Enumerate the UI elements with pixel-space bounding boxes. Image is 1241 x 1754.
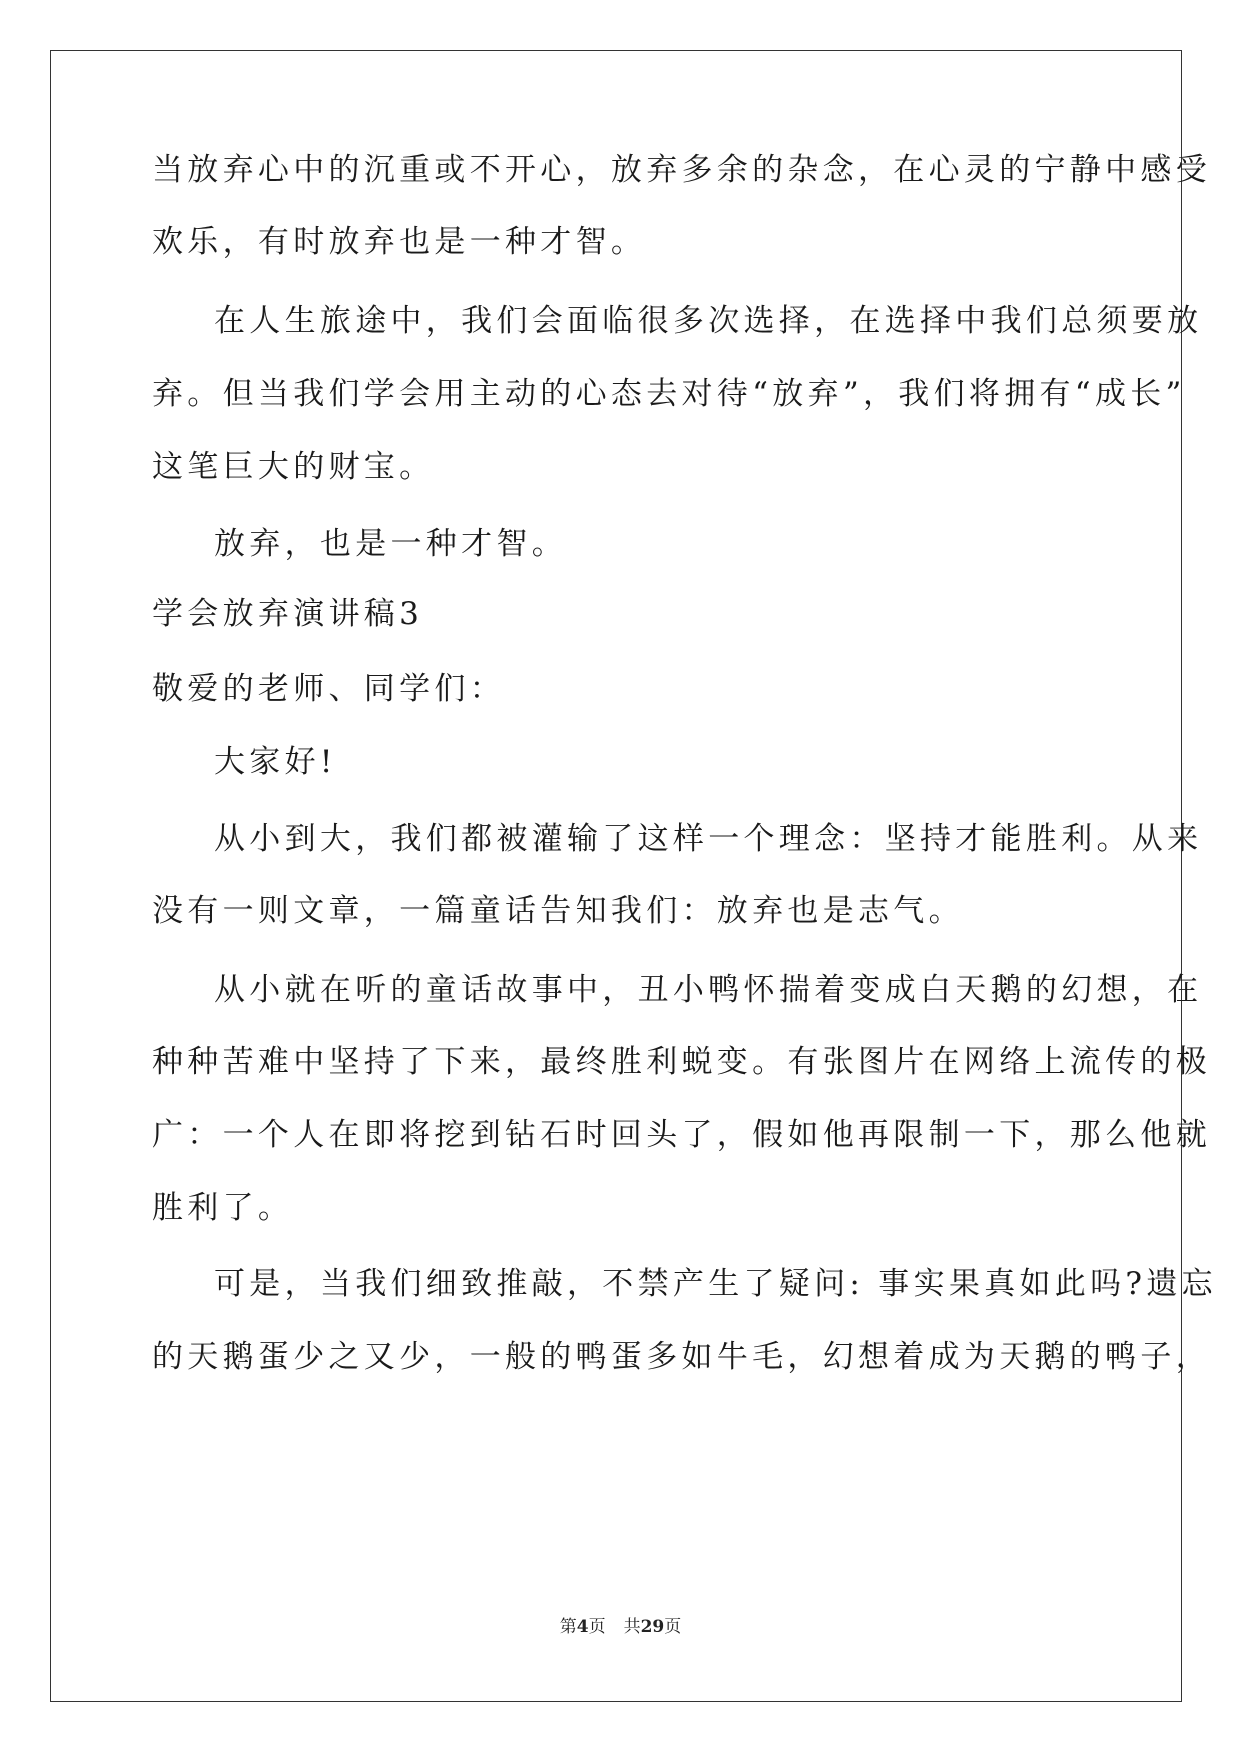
paragraph-line: 的天鹅蛋少之又少，一般的鸭蛋多如牛毛，幻想着成为天鹅的鸭子，	[152, 1339, 1211, 1375]
paragraph-line: 这笔巨大的财宝。	[152, 449, 435, 485]
page-suffix: 页	[588, 1617, 606, 1637]
paragraph-line: 种种苦难中坚持了下来，最终胜利蜕变。有张图片在网络上流传的极	[152, 1044, 1211, 1080]
paragraph-line: 在人生旅途中，我们会面临很多次选择，在选择中我们总须要放	[214, 303, 1203, 339]
total-suffix: 页	[664, 1617, 682, 1637]
paragraph-line: 从小就在听的童话故事中，丑小鸭怀揣着变成白天鹅的幻想，在	[214, 972, 1203, 1008]
page-current: 4	[576, 1617, 589, 1637]
paragraph-line: 从小到大，我们都被灌输了这样一个理念：坚持才能胜利。从来	[214, 821, 1203, 857]
section-heading: 学会放弃演讲稿3	[152, 596, 424, 632]
page-footer	[0, 1615, 1241, 1639]
page-prefix: 第	[559, 1617, 577, 1637]
paragraph-line: 没有一则文章，一篇童话告知我们：放弃也是志气。	[152, 893, 964, 929]
paragraph-line: 弃。但当我们学会用主动的心态去对待“放弃”，我们将拥有“成长”	[152, 376, 1186, 412]
paragraph-line: 可是，当我们细致推敲，不禁产生了疑问: 事实果真如此吗?遗忘	[214, 1266, 1217, 1302]
paragraph-line: 当放弃心中的沉重或不开心，放弃多余的杂念，在心灵的宁静中感受	[152, 152, 1211, 188]
paragraph-line: 广：一个人在即将挖到钻石时回头了，假如他再限制一下，那么他就	[152, 1117, 1211, 1153]
page-border	[50, 50, 1182, 1702]
paragraph-line: 胜利了。	[152, 1190, 294, 1226]
paragraph-line: 放弃，也是一种才智。	[214, 526, 567, 562]
total-prefix: 共	[623, 1617, 641, 1637]
page-total: 29	[640, 1617, 665, 1637]
salutation: 敬爱的老师、同学们：	[152, 671, 505, 707]
paragraph-line: 欢乐，有时放弃也是一种才智。	[152, 224, 647, 260]
greeting: 大家好!	[214, 744, 337, 780]
